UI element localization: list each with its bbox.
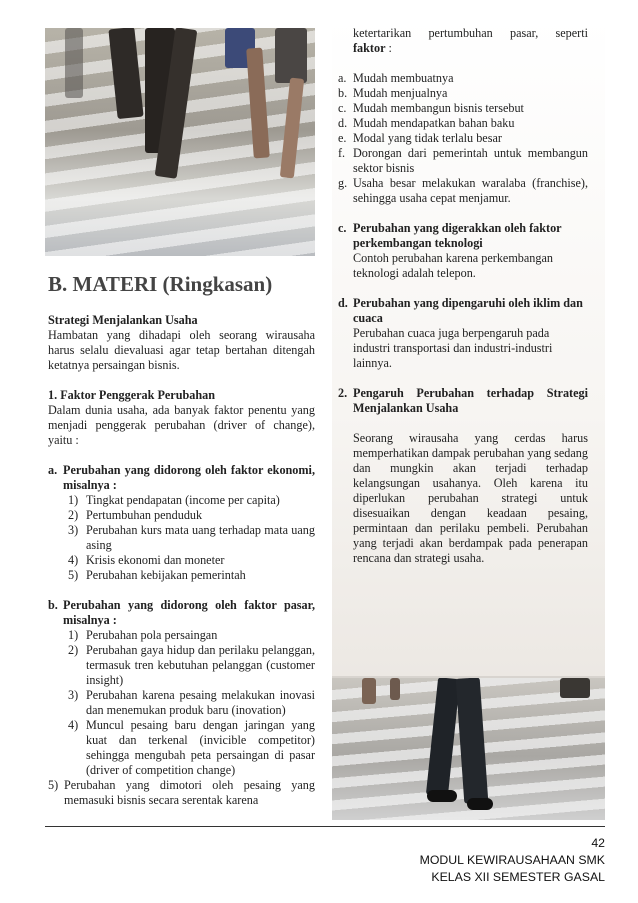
list-item: 1) Tingkat pendapatan (income per capita): [68, 493, 280, 507]
paragraph-dunia-usaha: Dalam dunia usaha, ada banyak faktor penentu yang menjadi penggerak perubahan (driver of change), yaitu :: [48, 403, 315, 447]
crosswalk-photo-bottom: [332, 678, 605, 820]
list-a: [48, 493, 315, 583]
list-letters: [338, 71, 588, 206]
list-item-5: 5) Perubahan yang dimotori oleh pesaing yang memasuki bisnis secara serentak karena: [48, 778, 315, 807]
subsection-c: c. Perubahan yang digerakkan oleh faktor perkembangan teknologi Contoh perubahan karena perkembangan teknologi adalah telepon.: [338, 221, 588, 281]
page-footer: [420, 835, 605, 886]
subsection-d-title: Perubahan yang dipengaruhi oleh iklim dan cuaca: [353, 296, 583, 325]
subsection-a: [48, 463, 315, 493]
footer-class-semester: KELAS XII SEMESTER GASAL: [431, 870, 605, 884]
list-item: 2) Pertumbuhan penduduk: [68, 508, 203, 522]
heading-strategi: Strategi Menjalankan Usaha: [48, 313, 198, 327]
list-item: 4) Muncul pesaing baru dengan jaringan yang kuat dan terkenal (invicible competitor) sehingga mengubah peta persaingan di pasar (driver of competition change): [68, 718, 315, 777]
list-item: 2) Perubahan gaya hidup dan perilaku pelanggan, termasuk tren kebutuhan pelanggan (customer insight): [68, 643, 315, 687]
list-b: [48, 628, 315, 778]
subsection-a-title: Perubahan yang didorong oleh faktor ekonomi, misalnya :: [63, 463, 315, 492]
section-title: B. MATERI (Ringkasan): [48, 272, 273, 296]
list-item: g. Usaha besar melakukan waralaba (franchise), sehingga usaha cepat menjamur.: [338, 176, 588, 205]
subsection-b: [48, 598, 315, 628]
subsection-d-text: Perubahan cuaca juga berpengaruh pada industri transportasi dan industri-industri lainnya.: [353, 326, 553, 370]
list-item: b. Mudah menjualnya: [338, 86, 448, 100]
continuation-text: ketertarikan pertumbuhan pasar, seperti faktor :: [353, 26, 588, 55]
list-item: 3) Perubahan kurs mata uang terhadap mata uang asing: [68, 523, 315, 552]
section-2-title: Pengaruh Perubahan terhadap Strategi Menjalankan Usaha: [353, 386, 588, 415]
list-item: 3) Perubahan karena pesaing melakukan inovasi dan menemukan produk baru (inovation): [68, 688, 315, 717]
footer-module-title: MODUL KEWIRAUSAHAAN SMK: [419, 853, 605, 867]
crosswalk-photo-top: [45, 28, 315, 256]
list-item: 5) Perubahan kebijakan pemerintah: [68, 568, 246, 582]
footer-rule: [45, 826, 605, 827]
subsection-b-title: Perubahan yang didorong oleh faktor pasar, misalnya :: [63, 598, 315, 627]
list-marker: b.: [48, 598, 58, 612]
heading-faktor-penggerak: 1. Faktor Penggerak Perubahan: [48, 388, 216, 402]
list-item: 1) Perubahan pola persaingan: [68, 628, 218, 642]
left-column: [48, 313, 315, 808]
subsection-d: d. Perubahan yang dipengaruhi oleh iklim dan cuaca Perubahan cuaca juga berpengaruh pada industri transportasi dan industri-industri lainnya.: [338, 296, 588, 371]
list-item: c. Mudah membangun bisnis tersebut: [338, 101, 524, 115]
list-marker: a.: [48, 463, 58, 477]
list-item: d. Mudah mendapatkan bahan baku: [338, 116, 515, 130]
list-item: e. Modal yang tidak terlalu besar: [338, 131, 502, 145]
subsection-c-text: Contoh perubahan karena perkembangan teknologi adalah telepon.: [353, 251, 553, 280]
page-number: 42: [591, 836, 605, 850]
list-item: 4) Krisis ekonomi dan moneter: [68, 553, 225, 567]
list-item: f. Dorongan dari pemerintah untuk membangun sektor bisnis: [338, 146, 588, 175]
section-2: 2. Pengaruh Perubahan terhadap Strategi Menjalankan Usaha Seorang wirausaha yang cerdas harus memperhatikan dampak perubahan yang sedang dan mungkin akan terjadi terhadap kelangsungan usahanya. Oleh karena itu diperlukan perubahan strategi untuk disesuaikan dengan keadaan pesaing, permintaan dan perilaku pembeli. Perubahan yang terjadi akan berdampak pada penerapan rencana dan strategi usaha.: [338, 386, 588, 565]
subsection-c-title: Perubahan yang digerakkan oleh faktor perkembangan teknologi: [353, 221, 562, 250]
right-column: [338, 26, 588, 566]
paragraph-hambatan: Hambatan yang dihadapi oleh seorang wirausaha harus selalu dievaluasi agar tetap bertahan ditengah ketatnya persaingan bisnis.: [48, 328, 315, 372]
list-item: a. Mudah membuatnya: [338, 71, 454, 85]
section-2-text: Seorang wirausaha yang cerdas harus memperhatikan dampak perubahan yang sedang dan mungkin akan terjadi terhadap kelangsungan usahanya. Oleh karena itu diperlukan perubahan strategi untuk disesuaikan dengan keadaan pesaing, permintaan dan perilaku pembeli. Perubahan yang terjadi akan berdampak pada penerapan rencana dan strategi usaha.: [353, 431, 588, 565]
